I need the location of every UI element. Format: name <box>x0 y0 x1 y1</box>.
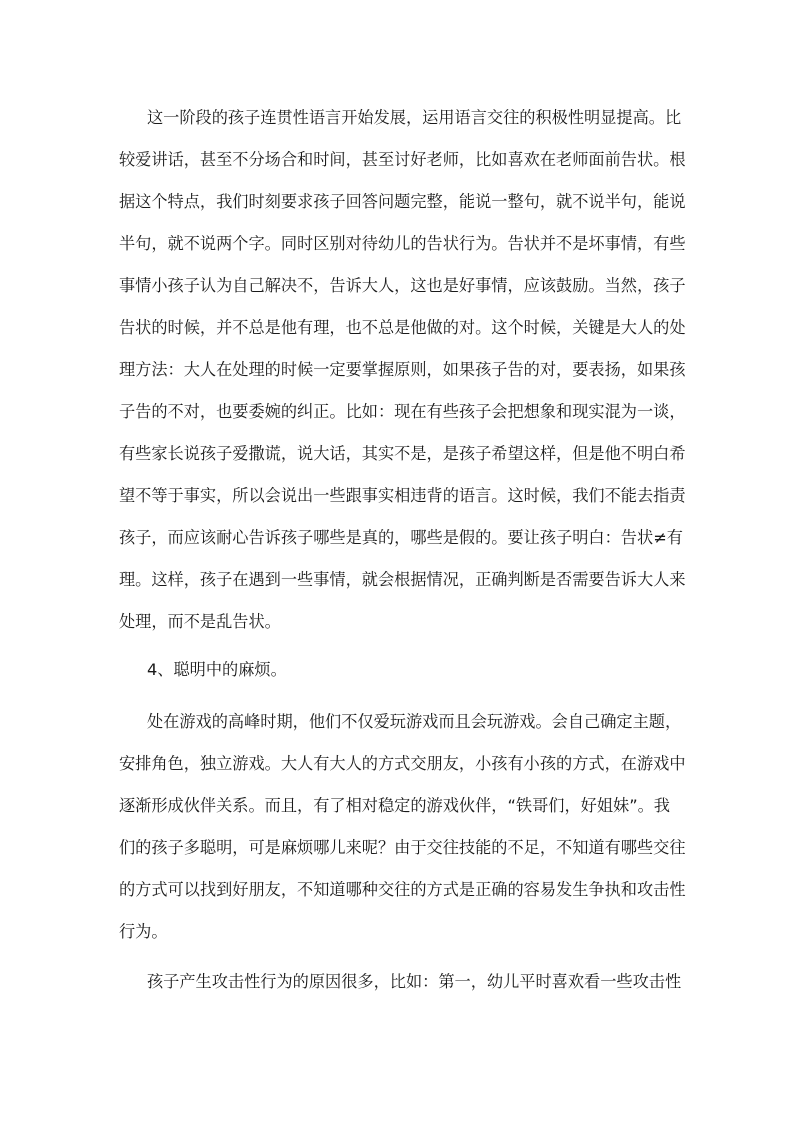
line-text: 理方法：大人在处理的时候一定要掌握原则，如果孩子告的对，要表扬，如果孩 <box>119 360 686 379</box>
line-text: 子告的不对，也要委婉的纠正。比如：现在有些孩子会把想象和现实混为一谈， <box>119 402 686 421</box>
paragraph-line <box>0 187 794 217</box>
paragraph-line <box>0 313 794 343</box>
line-text: 事情小孩子认为自己解决不，告诉大人，这也是好事情，应该鼓励。当然，孩子 <box>119 276 686 295</box>
line-text: 逐渐形成伙伴关系。而且，有了相对稳定的游戏伙伴，“铁哥们，好姐妹”。我 <box>119 796 670 815</box>
paragraph-line <box>0 397 794 427</box>
section-heading <box>0 655 794 685</box>
line-text: 处理，而不是乱告状。 <box>119 612 281 631</box>
line-text: 孩子产生攻击性行为的原因很多，比如：第一，幼儿平时喜欢看一些攻击性 <box>147 972 682 991</box>
line-text: 理。这样，孩子在遇到一些事情，就会根据情况，正确判断是否需要告诉大人来 <box>119 570 686 589</box>
line-text: 半句，就不说两个字。同时区别对待幼儿的告状行为。告状并不是坏事情，有些 <box>119 234 686 253</box>
paragraph-line <box>0 271 794 301</box>
paragraph-line <box>0 707 794 737</box>
line-text: 行为。 <box>119 922 168 941</box>
line-text: 这一阶段的孩子连贯性语言开始发展，运用语言交往的积极性明显提高。比 <box>147 108 682 127</box>
paragraph-line <box>0 875 794 905</box>
paragraph-line <box>0 481 794 511</box>
line-text: 望不等于事实，所以会说出一些跟事实相违背的语言。这时候，我们不能去指责 <box>119 486 686 505</box>
paragraph-line <box>0 439 794 469</box>
paragraph-line <box>0 749 794 779</box>
paragraph-line <box>0 103 794 133</box>
paragraph-line <box>0 523 794 553</box>
paragraph-line <box>0 917 794 947</box>
line-text: 处在游戏的高峰时期，他们不仅爱玩游戏而且会玩游戏。会自己确定主题， <box>147 712 682 731</box>
paragraph-line <box>0 967 794 997</box>
line-text: 较爱讲话，甚至不分场合和时间，甚至讨好老师，比如喜欢在老师面前告状。根 <box>119 150 686 169</box>
line-text: 安排角色，独立游戏。大人有大人的方式交朋友，小孩有小孩的方式，在游戏中 <box>119 754 686 773</box>
line-text: 的方式可以找到好朋友，不知道哪种交往的方式是正确的容易发生争执和攻击性 <box>119 880 686 899</box>
paragraph-line <box>0 229 794 259</box>
paragraph-line <box>0 791 794 821</box>
line-text: 孩子，而应该耐心告诉孩子哪些是真的，哪些是假的。要让孩子明白：告状≠有 <box>119 528 683 547</box>
line-text: 有些家长说孩子爱撒谎，说大话，其实不是，是孩子希望这样，但是他不明白希 <box>119 444 686 463</box>
line-text: 们的孩子多聪明，可是麻烦哪儿来呢？由于交往技能的不足，不知道有哪些交往 <box>119 838 686 857</box>
section-heading-text: 4、聪明中的麻烦。 <box>147 660 287 679</box>
line-text: 告状的时候，并不总是他有理，也不总是他做的对。这个时候，关键是大人的处 <box>119 318 686 337</box>
paragraph-line <box>0 145 794 175</box>
paragraph-line <box>0 607 794 637</box>
paragraph-line <box>0 565 794 595</box>
paragraph-line <box>0 833 794 863</box>
paragraph-line <box>0 355 794 385</box>
line-text: 据这个特点，我们时刻要求孩子回答问题完整，能说一整句，就不说半句，能说 <box>119 192 686 211</box>
